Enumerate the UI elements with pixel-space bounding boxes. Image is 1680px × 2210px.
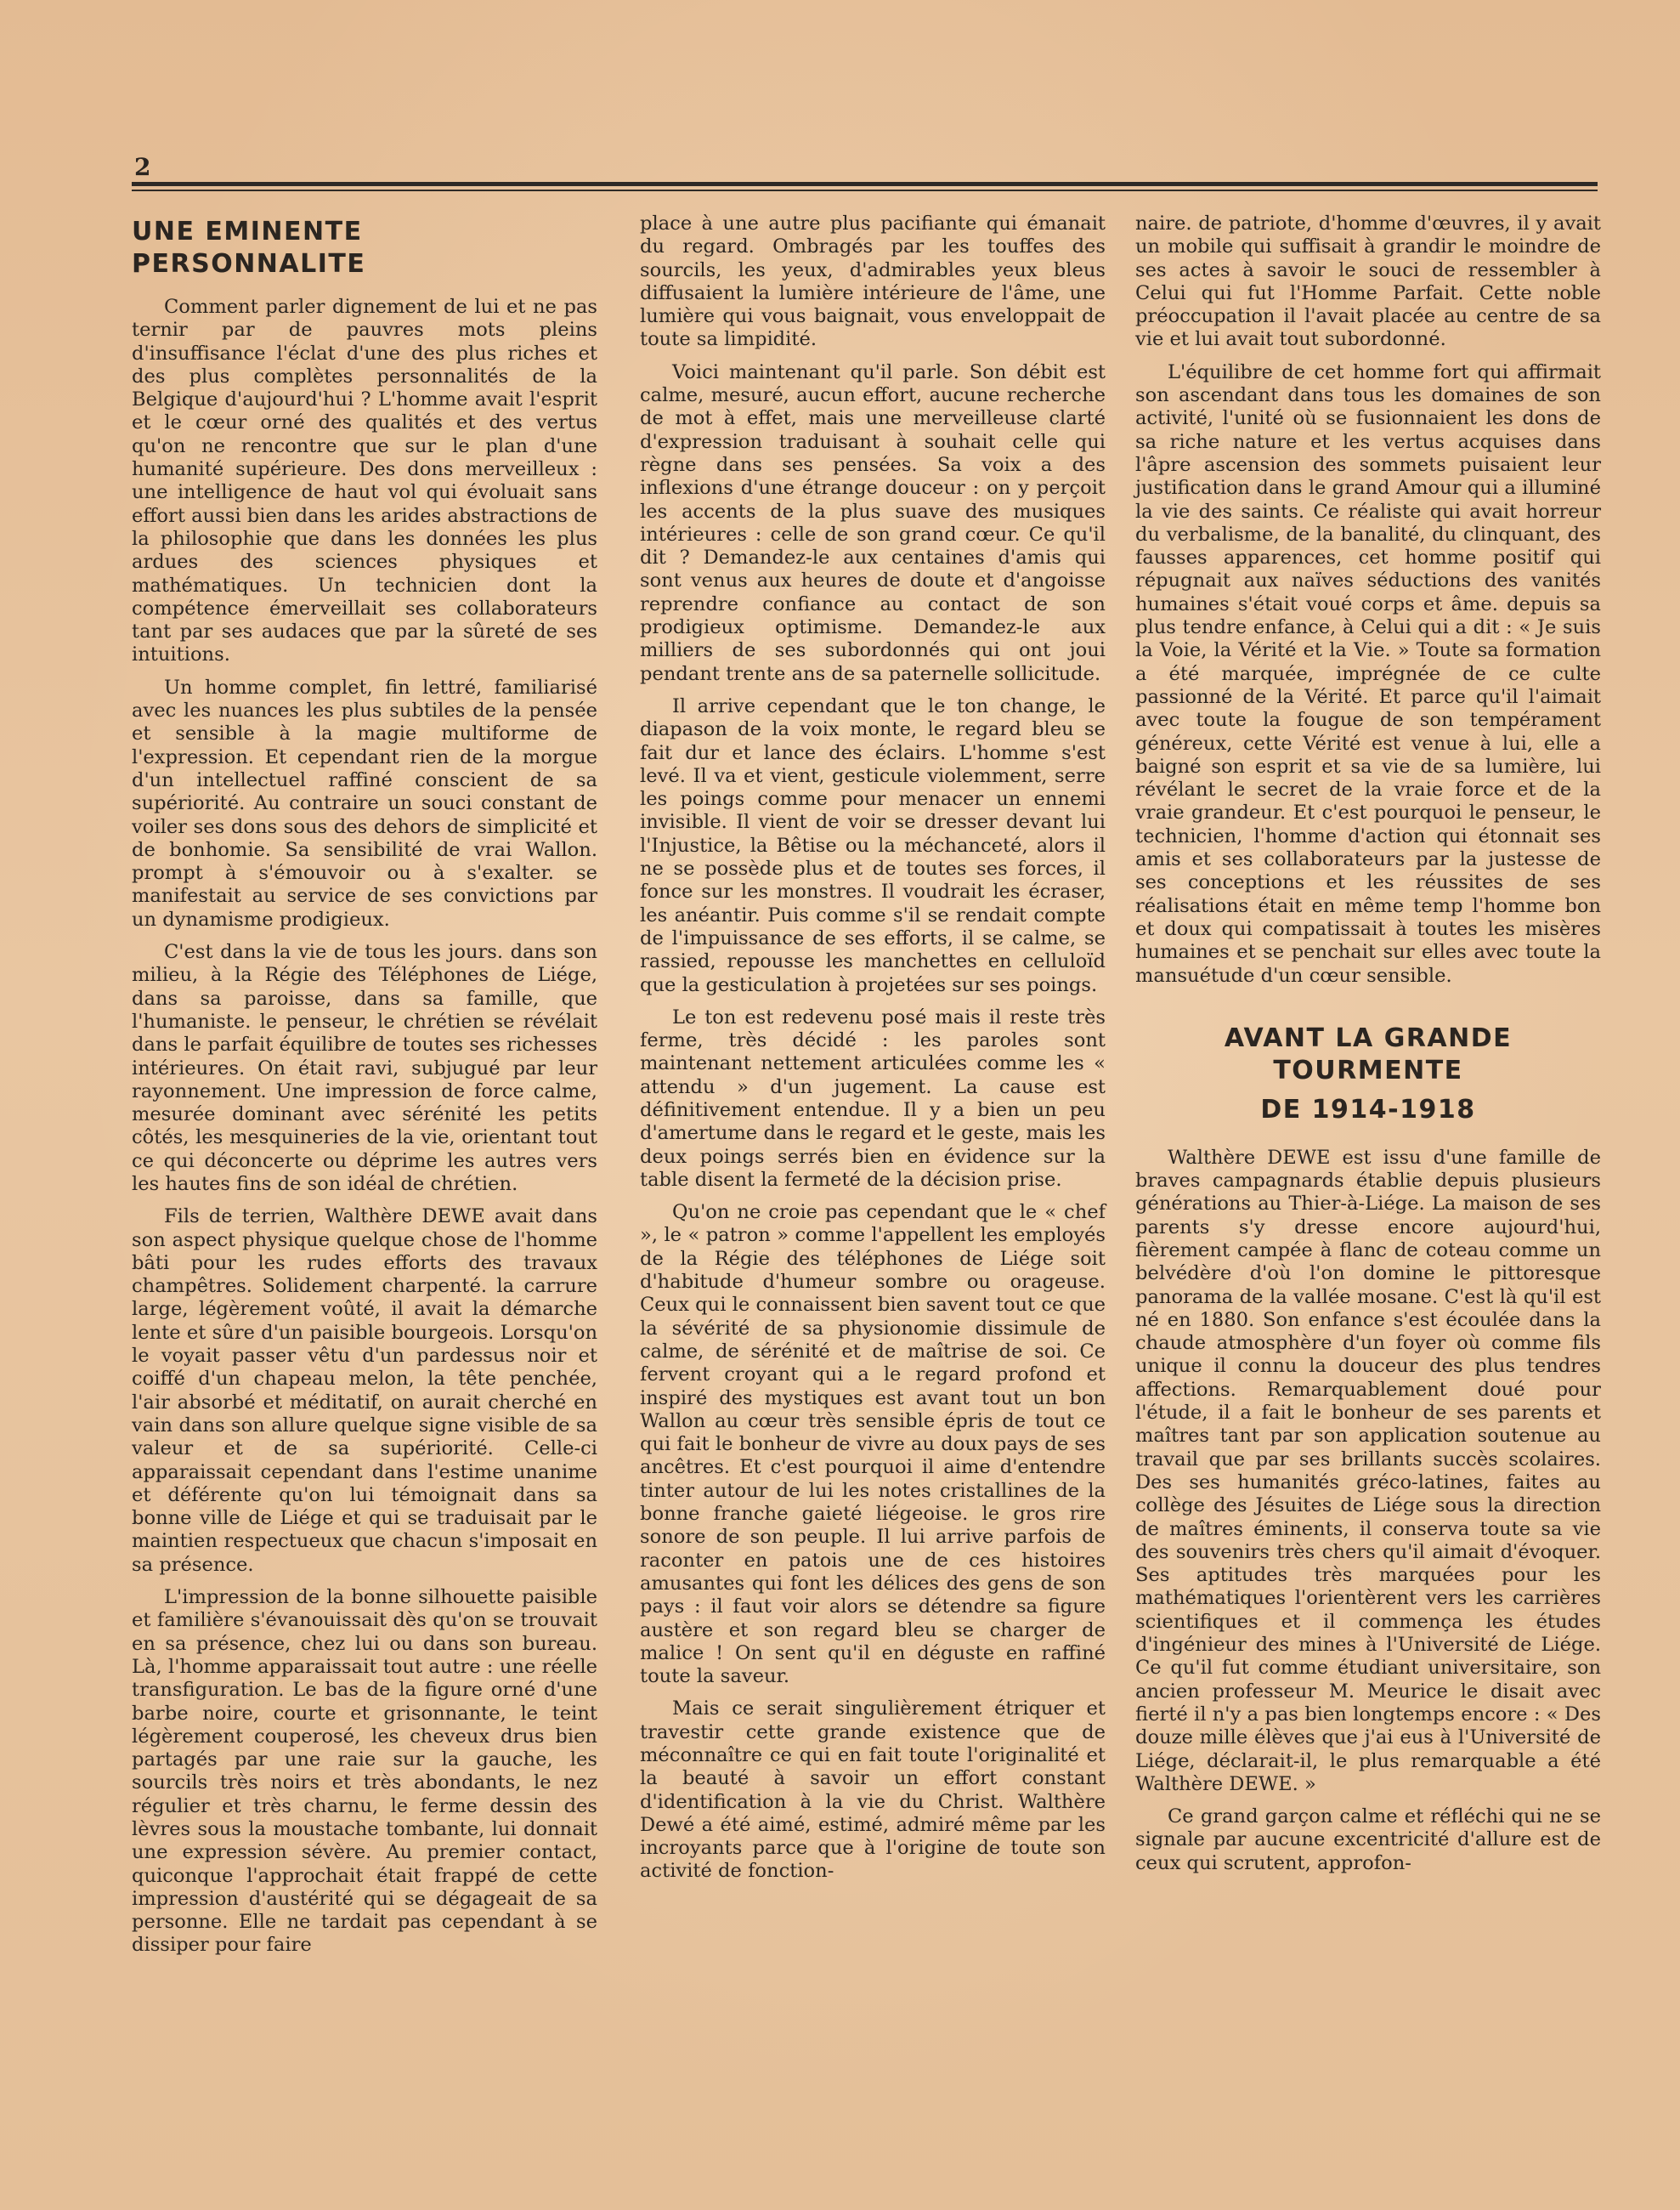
paragraph: L'impression de la bonne silhouette paisible et familière s'évanouissait dès qu'on se trouvait en sa présence, chez lui ou dans son bureau. Là, l'homme apparaissait tout autre : une réelle transfiguration. Le bas de la figure orné d'une barbe noire, courte et grisonnante, le teint légèrement couperosé, les cheveux drus bien partagés par une raie sur la gauche, les sourcils très noirs et très abondants, le nez régulier et très charnu, le ferme dessin des lèvres sous la moustache tombante, lui donnait une expression sévère. Au premier contact, quiconque l'approchait était frappé de cette impression d'austérité qui se dégageait de sa personne. Elle ne tardait pas cependant à se dissiper pour faire: [132, 1586, 597, 1957]
section-subtitle: DE 1914-1918: [1260, 1094, 1476, 1125]
paragraph: Ce grand garçon calme et réfléchi qui ne se signale par aucune excentricité d'allure est de ceux qui scrutent, approfon-: [1135, 1805, 1601, 1874]
paragraph: Comment parler dignement de lui et ne pas ternir par de pauvres mots pleins d'insuffisance l'éclat d'une des plus riches et des plus complètes personnalités de la Belgique d'aujourd'hui ? L'homme avait l'esprit et le cœur orné des qualités et des vertus qu'on ne rencontre que sur le plan d'une humanité supérieure. Des dons merveilleux : une intelligence de haut vol qui évoluait sans effort aussi bien dans les arides abstractions de la philosophie que dans les données les plus ardues des sciences physiques et mathématiques. Un technicien dont la compétence émerveillait ses collaborateurs tant par ses audaces que par la sûreté de ses intuitions.: [132, 296, 597, 666]
header-rule-thin: [132, 190, 1598, 191]
section-title-tourmente: [1135, 1023, 1601, 1126]
section-title-main: AVANT LA GRANDE TOURMENTE: [1224, 1023, 1513, 1085]
paragraph: L'équilibre de cet homme fort qui affirmait son ascendant dans tous les domaines de son activité, l'unité où se fusionnaient les dons de sa riche nature et les vertus acquises dans l'âpre ascension des sommets puisaient leur justification dans le grand Amour qui a illuminé la vie des saints. Ce réaliste qui avait horreur du verbalisme, de la banalité, du clinquant, des fausses apparences, cet homme positif qui répugnait aux naïves séductions des vanités humaines s'était voué corps et âme. depuis sa plus tendre enfance, à Celui qui a dit : « Je suis la Voie, la Vérité et la Vie. » Toute sa formation a été marquée, imprégnée de ce culte passionné de la Vérité. Et parce qu'il l'aimait avec toute la fougue de son tempérament généreux, cette Vérité est venue à lui, elle a baigné son esprit et sa vie de sa lumière, lui révélant le secret de la vraie force et de la vraie grandeur. Et c'est pourquoi le penseur, le technicien, l'homme d'action qui étonnait ses amis et ses collaborateurs par la justesse de ses conceptions et les réussites de ses réalisations était en même temp l'homme bon et doux qui compatissait à toutes les misères humaines et se penchait sur elles avec toute la mansuétude d'un cœur sensible.: [1135, 360, 1601, 987]
paragraph: Un homme complet, fin lettré, familiarisé avec les nuances les plus subtiles de la pensée et sensible à la magie multiforme de l'expression. Et cependant rien de la morgue d'un intellectuel raffiné conscient de sa supériorité. Au contraire un souci constant de voiler ses dons sous des dehors de simplicité et de bonhomie. Sa sensibilité de vrai Wallon. prompt à s'émouvoir ou à s'exalter. se manifestait au service de ses convictions par un dynamisme prodigieux.: [132, 676, 597, 931]
column-2: [640, 212, 1106, 1893]
paragraph: Walthère DEWE est issu d'une famille de braves campagnards établie depuis plusieurs générations au Thier-à-Liége. La maison de ses parents s'y dresse encore aujourd'hui, fièrement campée à flanc de coteau comme un belvédère d'où l'on domine le pittoresque panorama de la vallée mosane. C'est là qu'il est né en 1880. Son enfance s'est écoulée dans la chaude atmosphère d'un foyer où comme fils unique il connu la douceur des plus tendres affections. Remarquablement doué pour l'étude, il a fait le bonheur de ses parents et maîtres tant par son application soutenue au travail que par ses brillants succès scolaires. Des ses humanités gréco-latines, faites au collège des Jésuites de Liége sous la direction de maîtres éminents, il conserva toute sa vie des souvenirs très chers qu'il aimait d'évoquer. Ses aptitudes très marquées pour les mathématiques l'orientèrent vers les carrières scientifiques et il commença les études d'ingénieur des mines à l'Université de Liége. Ce qu'il fut comme étudiant universitaire, son ancien professeur M. Meurice le disait avec fierté il n'y a pas bien longtemps encore : « Des douze mille élèves que j'ai eus à l'Université de Liége, déclarait-il, le plus remarquable a été Walthère DEWE. »: [1135, 1146, 1601, 1795]
column-1: [132, 212, 597, 1967]
paragraph: Voici maintenant qu'il parle. Son débit est calme, mesuré, aucun effort, aucune recherche de mot à effet, mais une merveilleuse clarté d'expression traduisant à souhait celle qui règne dans ses pensées. Sa voix a des inflexions d'une étrange douceur : on y perçoit les accents de la plus suave des musiques intérieures : celle de son grand cœur. Ce qu'il dit ? Demandez-le aux centaines d'amis qui sont venus aux heures de doute et d'angoisse reprendre confiance au contact de son prodigieux optimisme. Demandez-le aux milliers de ses subordonnés qui ont joui pendant trente ans de sa paternelle sollicitude.: [640, 360, 1106, 685]
column-3: [1135, 212, 1601, 1884]
paragraph: place à une autre plus pacifiante qui émanait du regard. Ombragés par les touffes des sourcils, les yeux, d'admirables yeux bleus diffusaient la lumière intérieure de l'âme, une lumière qui vous baignait, vous enveloppait de toute sa limpidité.: [640, 212, 1106, 351]
paragraph: Le ton est redevenu posé mais il reste très ferme, très décidé : les paroles sont maintenant nettement articulées comme les « attendu » d'un jugement. La cause est définitivement entendue. Il y a bien un peu d'amertume dans le regard et le geste, mais les deux poings serrés bien en évidence sur la table disent la fermeté de la décision prise.: [640, 1006, 1106, 1191]
section-title-personnalite: UNE EMINENTE PERSONNALITE: [132, 217, 366, 279]
section-spacer: [1135, 997, 1601, 1017]
paragraph: Il arrive cependant que le ton change, le diapason de la voix monte, le regard bleu se fait dur et lance des éclairs. L'homme s'est levé. Il va et vient, gesticule violemment, serre les poings comme pour menacer un ennemi invisible. Il vient de voir se dresser devant lui l'Injustice, la Bêtise ou la méchanceté, alors il ne se possède plus et de toutes ses forces, il fonce sur les monstres. Il voudrait les écraser, les anéantir. Puis comme s'il se rendait compte de l'impuissance de ses efforts, il se calme, se rassied, repousse les manchettes en celluloïd que la gesticulation à projetées sur ses poings.: [640, 694, 1106, 996]
paragraph: Qu'on ne croie pas cependant que le « chef », le « patron » comme l'appellent les employés de la Régie des téléphones de Liége soit d'habitude d'humeur sombre ou orageuse. Ceux qui le connaissent bien savent tout ce que la sévérité de sa physionomie dissimule de calme, de sérénité et de maîtrise de soi. Ce fervent croyant qui a le regard profond et inspiré des mystiques est avant tout un bon Wallon au cœur très sensible épris de tout ce qui fait le bonheur de vivre au doux pays de ses ancêtres. Et c'est pourquoi il aime d'entendre tinter autour de lui les notes cristallines de la bonne franche gaieté liégeoise. le gros rire sonore de son peuple. Il lui arrive parfois de raconter en patois une de ces histoires amusantes qui font les délices des gens de son pays : il faut voir alors se détendre sa figure austère et son regard bleu se charger de malice ! On sent qu'il en déguste en raffiné toute la saveur.: [640, 1201, 1106, 1688]
paragraph: naire. de patriote, d'homme d'œuvres, il y avait un mobile qui suffisait à grandir le moindre de ses actes à savoir le souci de ressembler à Celui qui fut l'Homme Parfait. Cette noble préoccupation il l'avait placée au centre de sa vie et lui avait tout subordonné.: [1135, 212, 1601, 351]
paragraph: Mais ce serait singulièrement étriquer et travestir cette grande existence que de méconnaître ce qui en fait toute l'originalité et la beauté à savoir un effort constant d'identification à la vie du Christ. Walthère Dewé a été aimé, estimé, admiré même par les incroyants parce que à l'origine de toute son activité de fonction-: [640, 1697, 1106, 1883]
page-number: 2: [134, 153, 151, 181]
paragraph: C'est dans la vie de tous les jours. dans son milieu, à la Régie des Téléphones de Liége, dans sa paroisse, dans sa famille, que l'humaniste. le penseur, le chrétien se révélait dans le parfait équilibre de toutes ses richesses intérieures. On était ravi, subjugué par leur rayonnement. Une impression de force calme, mesurée dominant avec sérénité les petits côtés, les mesquineries de la vie, orientant tout ce qui déconcerte ou déprime les autres vers les hautes fins de son idéal de chrétien.: [132, 941, 597, 1195]
header-rule: [132, 182, 1598, 186]
paragraph: Fils de terrien, Walthère DEWE avait dans son aspect physique quelque chose de l'homme bâti pour les rudes efforts des travaux champêtres. Solidement charpenté. la carrure large, légèrement voûté, il avait la démarche lente et sûre d'un paisible bourgeois. Lorsqu'on le voyait passer vêtu d'un pardessus noir et coiffé d'un chapeau melon, la tête penchée, l'air absorbé et méditatif, on aurait cherché en vain dans son allure quelque signe visible de sa valeur et de sa supériorité. Celle-ci apparaissait cependant dans l'estime unanime et déférente qu'on lui témoignait dans sa bonne ville de Liége et qui se traduisait par le maintien respectueux que chacun s'imposait en sa présence.: [132, 1205, 597, 1576]
